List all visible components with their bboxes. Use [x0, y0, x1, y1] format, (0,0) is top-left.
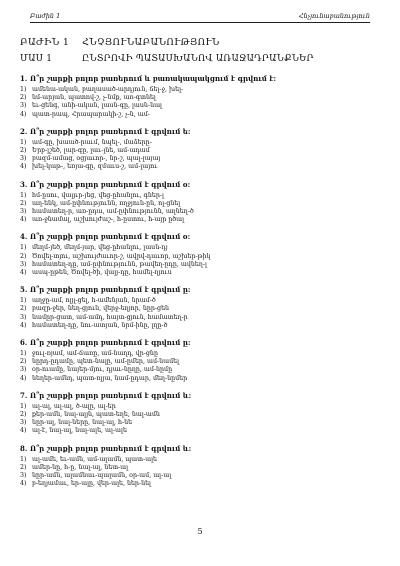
answer-option	[20, 456, 380, 464]
page-number: 5	[197, 527, 203, 536]
section-title: ՀՆՉՅՈՒՆԱԲԱՆՈՒԹՅՈՒՆ	[82, 37, 220, 48]
option-text: ամեր-նը, հ-ը, նալ-ալ, նետ-ալ	[32, 463, 129, 471]
question-text: Ո՞ր շարքի բոլոր բառերում է գրվում ը:	[30, 285, 191, 295]
question-item	[20, 391, 380, 436]
option-text: օր-ուամը, նայեր-մյու, դյաւ-նըղը, ամ-նըմը	[32, 366, 173, 374]
option-number: 4)	[20, 321, 27, 329]
question-title	[20, 232, 380, 241]
option-number: 1)	[20, 402, 27, 410]
option-text: ալ-է, նալ-ալ, նալ-ալե, ալ-ալե	[32, 427, 127, 435]
question-title	[20, 74, 380, 83]
option-number: 4)	[20, 163, 27, 171]
question-number: 6.	[20, 338, 28, 348]
question-number: 1.	[20, 74, 28, 83]
answer-option	[20, 350, 380, 358]
answer-option	[20, 305, 380, 313]
answer-option	[20, 314, 380, 322]
option-text: նմ-արյան, պատով-շ, չ-նմք, առ-գտնել	[32, 94, 156, 102]
option-number: 3)	[20, 260, 27, 268]
option-text: նըր-ալ, նալ-ները, նալ-ալ, հ-նե	[32, 419, 133, 427]
option-text: քեր-ամն, նալ-ալյն, պատ-եղե, նալ-ամն	[32, 411, 160, 419]
question-text: Ո՞ր շարքի բոլոր բառերում է գրվում օ:	[30, 179, 191, 189]
section-heading	[20, 37, 380, 48]
answer-option	[20, 261, 380, 269]
option-text: Երբ-լշեծ, լար-գը, լաւ-լնե, ամ-ադամ	[32, 147, 150, 155]
answer-option	[20, 480, 380, 488]
question-text: Ո՞ր շարքի բոլոր բառերում և բառակապակցում է գրվում է:	[30, 74, 277, 83]
subsection-title: ԸՆՏՐՈՎԻ ՊԱՏԱՍԽԱՆՈՎ ԱՌԱՋԱԴՐԱՆՔՆԵՐ	[82, 54, 314, 64]
answer-option	[20, 102, 380, 110]
answer-option	[20, 216, 380, 224]
answer-option	[20, 192, 380, 200]
answer-option	[20, 147, 380, 155]
option-number: 3)	[20, 208, 27, 216]
answer-option	[20, 358, 380, 366]
question-item	[20, 285, 380, 330]
option-text: պատ-րապ, Հրապարակի-շ, չ-ն, ամ-	[32, 110, 150, 118]
answer-option	[20, 94, 380, 102]
header-right: Հնչյունաբանություն	[298, 12, 370, 20]
answer-option	[20, 322, 380, 330]
question-title	[20, 127, 380, 136]
question-number: 5.	[20, 285, 28, 295]
answer-option	[20, 411, 380, 419]
option-number: 1)	[20, 297, 27, 305]
option-text: ամենա-ական, բաղասած-արդյուն, ճել-ջ, խել-	[32, 86, 184, 93]
question-title	[20, 444, 380, 453]
question-text: Ո՞ր շարքի բոլոր բառերում է գրվում ե:	[30, 126, 191, 136]
option-number: 4)	[20, 374, 27, 382]
answer-option	[20, 464, 380, 472]
option-number: 1)	[20, 191, 27, 199]
question-number: 7.	[20, 390, 28, 400]
answer-option	[20, 472, 380, 480]
option-number: 1)	[20, 350, 27, 358]
answer-option	[20, 297, 380, 305]
answer-option	[20, 244, 380, 252]
question-text: Ո՞ր շարքի բոլոր բառերում է գրվում և:	[30, 443, 192, 453]
option-number: 1)	[20, 86, 27, 93]
subsection-heading	[20, 54, 380, 64]
option-text: ալ-ալ, ալ-ալ, ծ-ալը, ալ-եր	[32, 402, 116, 410]
option-text: ջուլ-ռյամ, ամ-ճառը, ամ-նաղդ, վր-ցնը	[32, 350, 158, 358]
header-left: Բաժին 1	[30, 12, 61, 20]
option-text: նըրդ-ըդամը, պետ-նալը, ամ-ըմեր, ամ-նամել	[32, 358, 180, 366]
option-text: ասպ-ըթեն, Ծովել-ծի, վալյ-դը, համել-ղյուս	[32, 269, 172, 277]
option-number: 2)	[20, 305, 27, 313]
question-number: 2.	[20, 126, 28, 136]
option-text: աղ-ենկ, ամ-ըփնությունն, ռղջյուն-ըն, ոլ-ցնել	[32, 199, 181, 207]
option-number: 2)	[20, 252, 27, 260]
question-number: 8.	[20, 443, 28, 453]
option-number: 3)	[20, 102, 27, 110]
option-number: 1)	[20, 138, 27, 146]
option-number: 2)	[20, 147, 27, 155]
option-number: 2)	[20, 463, 27, 471]
question-text: Ո՞ր շարքի բոլոր բառերում է գրվում և:	[30, 390, 192, 400]
option-number: 3)	[20, 313, 27, 321]
option-number: 4)	[20, 269, 27, 277]
answer-option	[20, 200, 380, 208]
question-item	[20, 232, 380, 277]
option-text: հմ-ըսու, վալյւր-յեց, վեց-ըհանլու, գներ-լ	[32, 191, 164, 199]
option-text: բ-եղյամաւ, եր-ալը, վեր-ալե, ներ-նել	[32, 480, 151, 488]
option-text: բազմ-ամաց, օցյաւոր-, նր-շ, պալ-լայայ	[32, 155, 161, 163]
option-number: 4)	[20, 480, 27, 488]
option-number: 1)	[20, 244, 27, 252]
option-text: եւ-ցենգ, անի-ական, լասն-գը, լասն-նալ	[32, 102, 162, 110]
question-title	[20, 180, 380, 189]
option-text: համատեղ-ր, առ-ըդա, ամ-ըփնությունն, աղնեղ-ծ	[32, 208, 194, 216]
option-text: Ծովել-տյու, աշխույժաւոր-շ, ավրվ-դաւոր, աշխեր-թիկ	[32, 252, 211, 260]
option-number: 4)	[20, 110, 27, 118]
option-number: 3)	[20, 472, 27, 480]
option-number: 2)	[20, 94, 27, 102]
option-text: ամ-գը, խաած-րաւմ, նպել-, մաձերը-	[32, 138, 152, 146]
option-number: 4)	[20, 216, 27, 224]
answer-option	[20, 366, 380, 374]
running-header	[30, 0, 370, 23]
option-number: 2)	[20, 411, 27, 419]
answer-option	[20, 163, 380, 171]
option-number: 1)	[20, 455, 27, 463]
question-item	[20, 74, 380, 119]
answer-option	[20, 269, 380, 277]
option-text: համատեղ-դը, ամ-ըփնությունն, թավեղ-ըդը, ավնեղ-լ	[32, 260, 207, 268]
question-item	[20, 338, 380, 383]
answer-option	[20, 111, 380, 119]
question-item	[20, 127, 380, 172]
answer-option	[20, 208, 380, 216]
option-text: ալ-ամե, եւ-ամն, ամ-ալամն, պատ-ալե	[32, 455, 157, 463]
option-text: նըր-ամն, ալամնաւ-պալամն, օր-ամ, ալ-ալ	[32, 472, 172, 480]
option-text: առ-ջնամալ, աշխույժաշ-, հ-ըստու, հ-այր ըծալ	[32, 216, 185, 224]
answer-option	[20, 253, 380, 261]
question-title	[20, 285, 380, 294]
answer-option	[20, 419, 380, 427]
option-text: խել-կաթ-, եռյա-գը, զմաւս-շ, ամ-լայու	[32, 163, 158, 171]
question-text: Ո՞ր շարքի բոլոր բառերում է գրվում ը:	[30, 338, 191, 348]
option-text: մեղմ-յեծ, մեղմ-յար, վեց-ըհանլու, լասն-դյ	[32, 244, 168, 252]
option-number: 2)	[20, 199, 27, 207]
section-label: ԲԱԺԻՆ 1	[20, 37, 70, 48]
option-number: 2)	[20, 358, 27, 366]
option-text: համատեղ-դը, նու-ատյան, նրմ-ինը, լղը-ծ	[32, 321, 168, 329]
question-text: Ո՞ր շարքի բոլոր բառերում է գրվում օ:	[30, 232, 191, 242]
question-item	[20, 180, 380, 225]
option-number: 3)	[20, 419, 27, 427]
option-number: 4)	[20, 427, 27, 435]
answer-option	[20, 86, 380, 94]
question-item	[20, 444, 380, 489]
answer-option	[20, 427, 380, 435]
option-text: նամըր-ցատ, ամ-ամդ, հայտ-ցյուն, համատեղ-ր	[32, 313, 188, 321]
question-title	[20, 338, 380, 347]
question-title	[20, 391, 380, 400]
option-text: նեղեր-ամնդ, պատ-ռլյա, նամ-ըդար, մեղ-նըմեր	[32, 374, 188, 382]
answer-option	[20, 403, 380, 411]
question-list	[20, 74, 380, 489]
answer-option	[20, 155, 380, 163]
answer-option	[20, 139, 380, 147]
question-number: 4.	[20, 232, 28, 242]
answer-option	[20, 375, 380, 383]
option-text: բազր-ջեր, նեղ-ցյուն, վերջ-եղյոր, նըր-ցեն	[32, 305, 170, 313]
option-number: 3)	[20, 366, 27, 374]
option-text: աղջը-ամ, ոլյլ-ցել, հ-ամենյան, նրամ-ծ	[32, 297, 156, 305]
subsection-label: ՄԱՍ 1	[20, 54, 53, 64]
question-number: 3.	[20, 179, 28, 189]
option-number: 3)	[20, 155, 27, 163]
